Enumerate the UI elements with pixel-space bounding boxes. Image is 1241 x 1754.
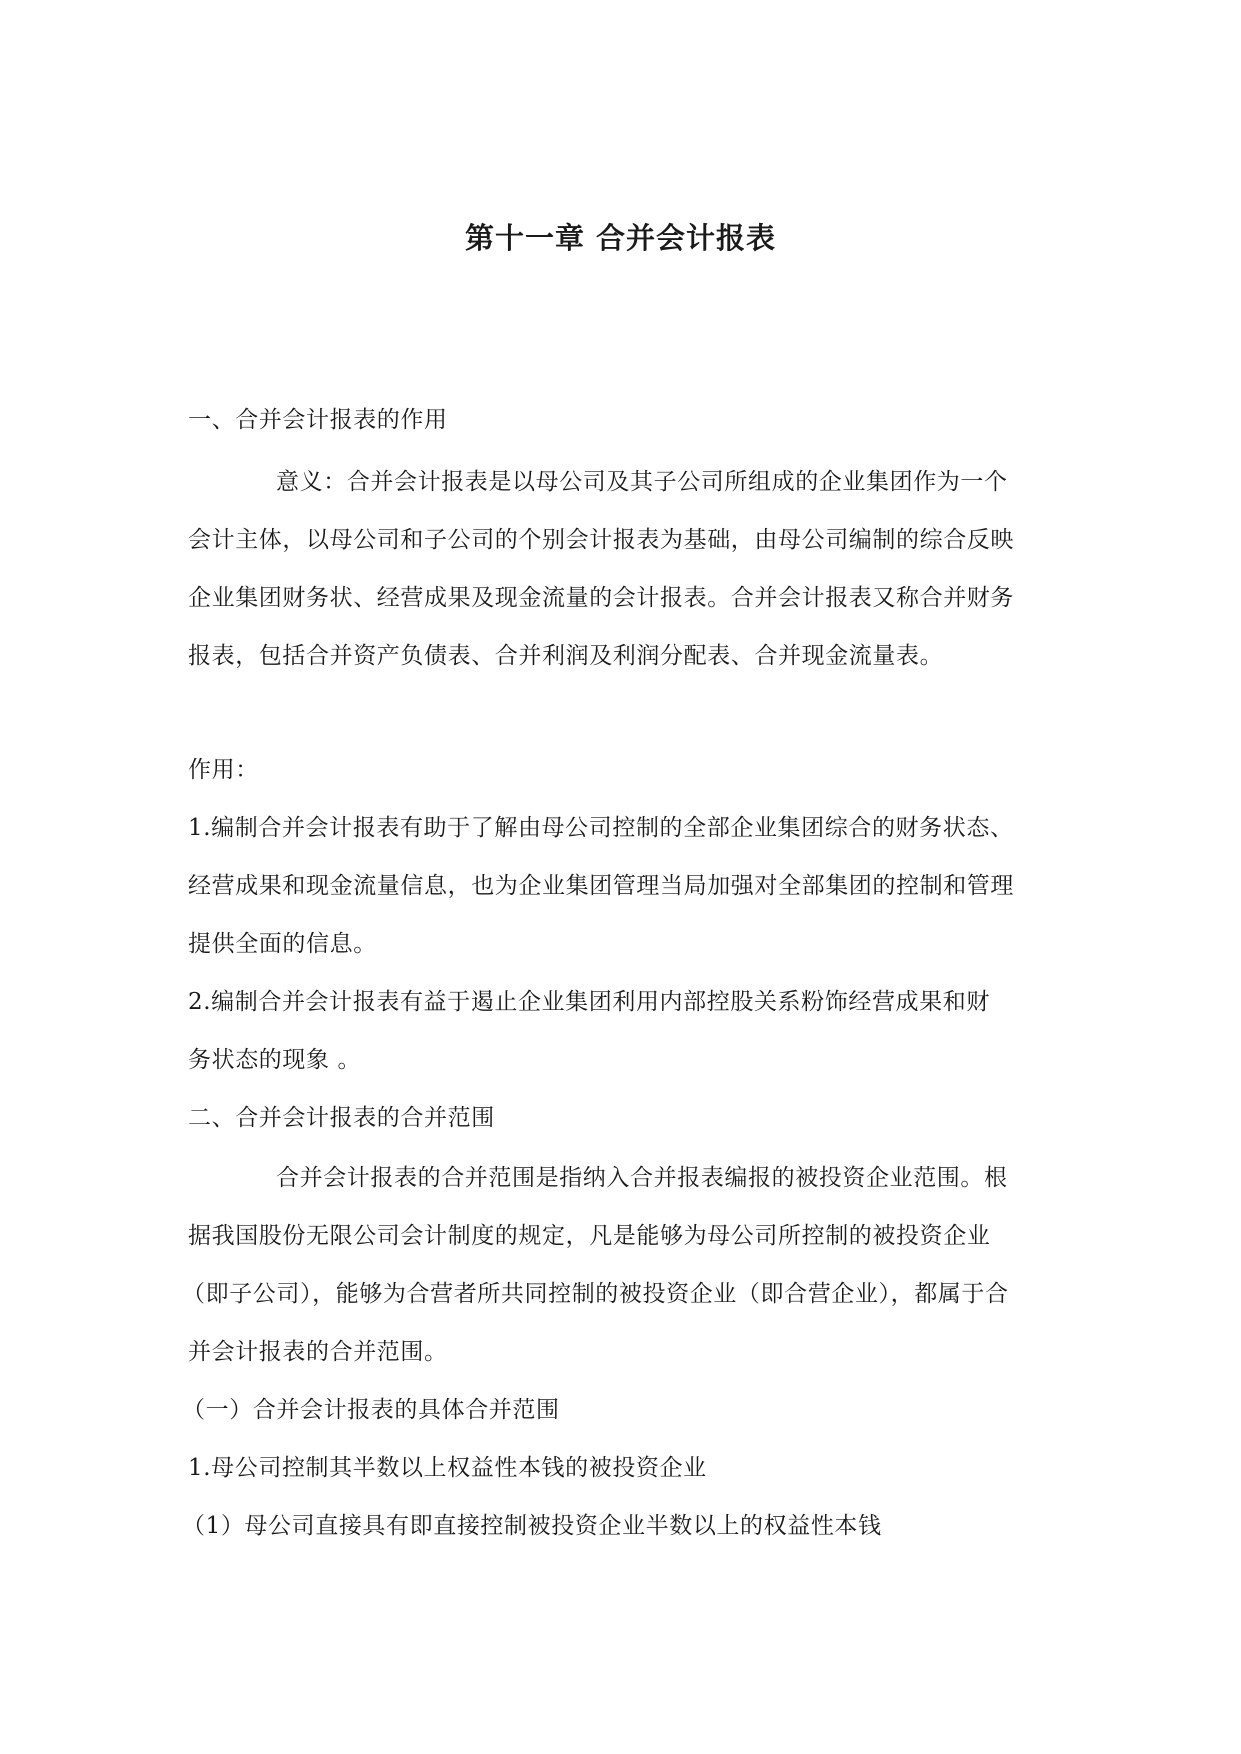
paragraph-line: 据我国股份无限公司会计制度的规定，凡是能够为母公司所控制的被投资企业 [188,1223,991,1249]
list-item-line: 1.编制合并会计报表有助于了解由母公司控制的全部企业集团综合的财务状态、 [188,815,1014,841]
paragraph-line: 并会计报表的合并范围。 [188,1339,448,1365]
list-item-line: （1）母公司直接具有即直接控制被投资企业半数以上的权益性本钱 [182,1513,882,1539]
paragraph-line: 报表，包括合并资产负债表、合并利润及利润分配表、合并现金流量表。 [188,643,944,669]
subheading-function: 作用： [188,757,259,783]
paragraph-line: 意义：合并会计报表是以母公司及其子公司所组成的企业集团作为一个 [276,469,1008,495]
list-item-line: 提供全面的信息。 [188,931,377,957]
section-heading-2: 二、合并会计报表的合并范围 [188,1105,495,1131]
section-heading-1: 一、合并会计报表的作用 [188,407,448,433]
paragraph-line: 企业集团财务状、经营成果及现金流量的会计报表。合并会计报表又称合并财务 [188,585,1014,611]
list-item-line: 务状态的现象 。 [188,1047,362,1073]
chapter-title: 第十一章 合并会计报表 [464,221,777,255]
list-item-line: 2.编制合并会计报表有益于遏止企业集团利用内部控股关系粉饰经营成果和财 [188,989,990,1015]
paragraph-line: （即子公司），能够为合营者所共同控制的被投资企业（即合营企业），都属于合 [182,1281,1009,1307]
list-item-line: 经营成果和现金流量信息，也为企业集团管理当局加强对全部集团的控制和管理 [188,873,1014,899]
paragraph-line: 合并会计报表的合并范围是指纳入合并报表编报的被投资企业范围。根 [276,1165,1008,1191]
subsection-heading: （一）合并会计报表的具体合并范围 [182,1397,560,1423]
list-item-line: 1.母公司控制其半数以上权益性本钱的被投资企业 [188,1455,707,1481]
paragraph-line: 会计主体，以母公司和子公司的个别会计报表为基础，由母公司编制的综合反映 [188,527,1014,553]
